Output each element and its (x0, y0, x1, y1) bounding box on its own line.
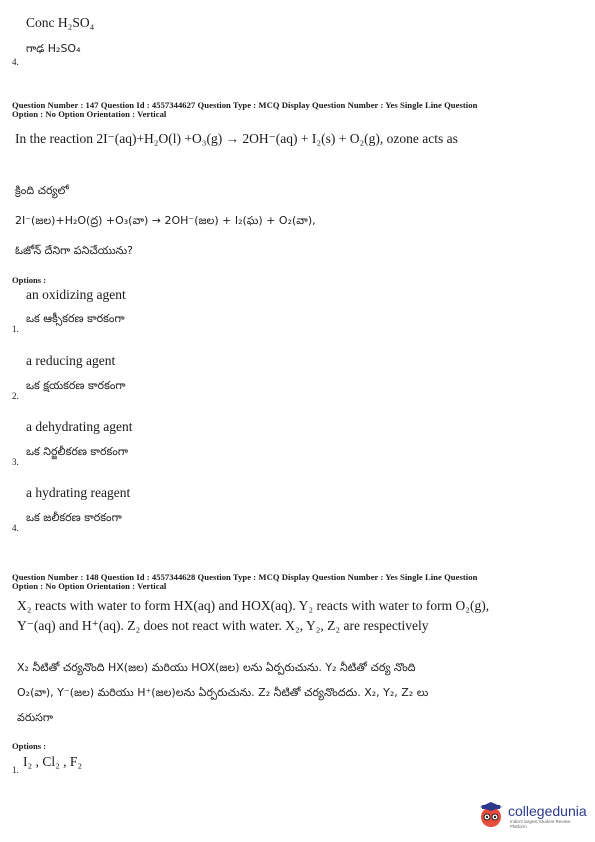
q147-option4-telugu: ఒక జలీకరణ కారకంగా (26, 511, 122, 524)
q147-option3-english: a dehydrating agent (26, 419, 133, 434)
q147-option2-english: a reducing agent (26, 353, 116, 368)
q147-option3-number: 3. (12, 457, 19, 467)
q148-options-label: Options : (12, 741, 47, 751)
q147-question-telugu-line3: ఓజోన్ దేనిగా పనిచేయును? (15, 244, 134, 257)
q148-option1-english: I₂ , Cl₂ , F₂ (23, 754, 83, 769)
q148-header-line1: Question Number : 148 Question Id : 4557344628 Question Type : MCQ Display Question Number : Yes Single Line Question (12, 572, 478, 582)
q147-question-telugu-line2: 2I⁻(జల)+H₂O(ద్ర) +O₃(వా) → 2OH⁻(జల) + I₂(ఘ) + O₂(వా), (15, 214, 316, 227)
q147-options-label: Options : (12, 275, 47, 285)
brand-name: collegedunia (508, 803, 587, 819)
q147-option1-number: 1. (12, 324, 19, 334)
q147-question-english: In the reaction 2I⁻(aq)+H₂O(l) +O₃(g) → 2OH⁻(aq) + I₂(s) + O₂(g), ozone acts as (15, 131, 458, 146)
q148-question-english-line1: X₂ reacts with water to form HX(aq) and HOX(aq). Y₂ reacts with water to form O₂(g), (17, 598, 490, 613)
q148-question-english-line2: Y⁻(aq) and H⁺(aq). Z₂ does not react with water. X₂, Y₂, Z₂ are respectively (17, 618, 429, 633)
q146-option4-number: 4. (12, 57, 19, 67)
mascot-icon (476, 801, 506, 829)
q147-header-line1: Question Number : 147 Question Id : 4557344627 Question Type : MCQ Display Question Number : Yes Single Line Question (12, 100, 478, 110)
q147-option3-telugu: ఒక నిర్జలీకరణ కారకంగా (26, 445, 128, 458)
q147-question-telugu-line1: క్రింది చర్యలో (15, 184, 69, 197)
q147-option2-telugu: ఒక క్షయకరణ కారకంగా (26, 379, 126, 392)
q147-option1-telugu: ఒక ఆక్సీకరణ కారకంగా (26, 312, 125, 325)
collegedunia-logo (476, 801, 588, 829)
q147-option1-english: an oxidizing agent (26, 287, 126, 302)
q148-option1-number: 1. (12, 765, 19, 775)
q146-option4-text: గాఢ H₂SO₄ (26, 42, 81, 55)
brand-tagline: India's largest Student Review Platform (510, 819, 571, 829)
q147-option4-english: a hydrating reagent (26, 485, 131, 500)
q148-question-telugu-line3: వరుసగా (17, 711, 54, 724)
q148-header-line2: Option : No Option Orientation : Vertical (12, 581, 167, 591)
q147-header-line2: Option : No Option Orientation : Vertical (12, 109, 167, 119)
q146-option3-text: Conc H₂SO₄ (26, 15, 95, 30)
q147-option2-number: 2. (12, 391, 19, 401)
q147-option4-number: 4. (12, 523, 19, 533)
q148-question-telugu-line1: X₂ నీటితో చర్యనొంది HX(జల) మరియు HOX(జల) లను ఏర్పరుచును. Y₂ నీటితో చర్య నొంది (17, 661, 416, 674)
q148-question-telugu-line2: O₂(వా), Y⁻(జల) మరియు H⁺(జల)లను ఏర్పరుచును. Z₂ నీటితో చర్యనొందదు. X₂, Y₂, Z₂ లు (17, 686, 429, 699)
